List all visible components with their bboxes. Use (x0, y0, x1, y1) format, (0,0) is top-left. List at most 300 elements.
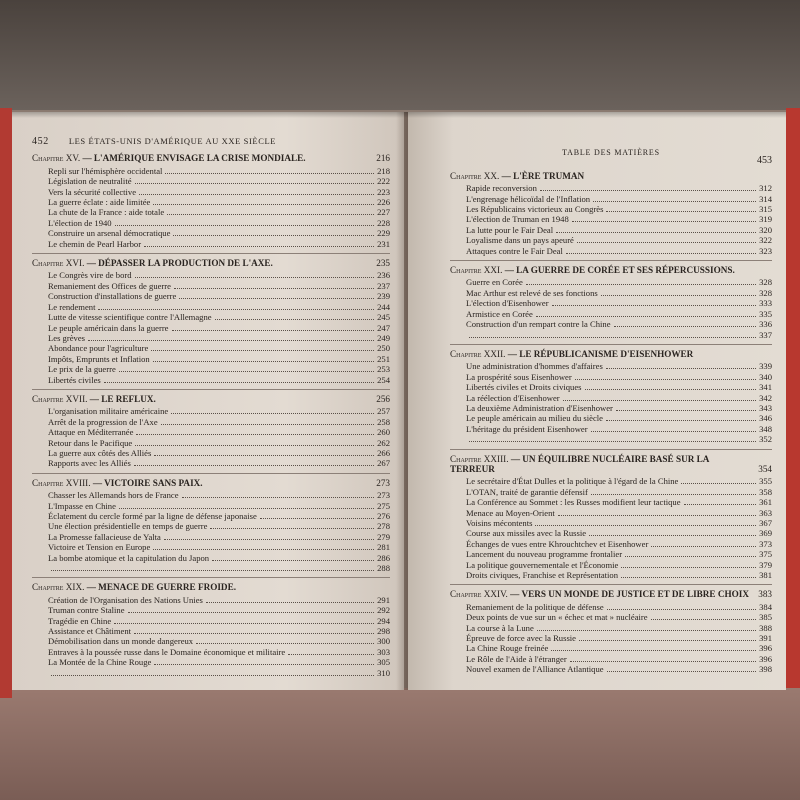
dot-leader (585, 389, 757, 390)
entry-title: Échanges de vues entre Khrouchtchev et Eisenhower (466, 538, 649, 549)
entry-title: Les grèves (48, 332, 85, 343)
entry-page: 229 (377, 228, 390, 239)
toc-entry (450, 214, 772, 224)
entry-page: 328 (759, 277, 772, 288)
chapter-heading (450, 349, 772, 359)
toc-entry (450, 246, 772, 256)
chapter-title: — VERS UN MONDE DE JUSTICE ET DE LIBRE CHOIX (510, 589, 749, 600)
entry-page: 237 (377, 280, 390, 291)
dot-leader (153, 204, 374, 205)
entry-title: Le peuple américain dans la guerre (48, 322, 169, 333)
dot-leader (552, 305, 757, 306)
entry-title: Voisins mécontents (466, 518, 533, 528)
chapter-list (32, 153, 390, 678)
toc-entry (32, 323, 390, 333)
entry-page: 384 (759, 601, 772, 612)
chapter-divider (450, 584, 772, 585)
toc-entry (450, 487, 772, 497)
toc-entry (32, 636, 390, 646)
dot-leader (579, 640, 756, 641)
entry-title: La chute de la France : aide totale (48, 207, 165, 218)
chapter-heading (450, 589, 772, 599)
background-top (0, 0, 800, 110)
entry-title: Attaques contre le Fair Deal (466, 245, 563, 256)
chapter-title: — LE RÉPUBLICANISME D'EISENHOWER (507, 348, 694, 359)
toc-entry (32, 616, 390, 626)
toc-entry (450, 654, 772, 664)
dot-leader (179, 298, 374, 299)
toc-entry (32, 657, 390, 667)
chapter-section (450, 265, 772, 340)
chapter-section (32, 153, 390, 249)
entry-title: Nouvel examen de l'Alliance Atlantique (466, 664, 604, 675)
entry-title: Assistance et Châtiment (48, 626, 132, 637)
book-cover-left (0, 108, 12, 698)
dot-leader (469, 337, 756, 338)
entry-page: 348 (759, 423, 772, 434)
chapter-heading-text (450, 349, 766, 359)
entry-title: L'OTAN, traité de garantie défensif (466, 486, 588, 497)
chapter-section (450, 349, 772, 445)
entry-title: La deuxième Administration d'Eisenhower (466, 402, 613, 413)
entry-title: La lutte pour le Fair Deal (466, 224, 554, 235)
entry-title: Repli sur l'hémisphère occidental (48, 165, 163, 176)
toc-entry (32, 595, 390, 605)
entry-page: 352 (759, 434, 772, 445)
entry-page: 239 (377, 291, 390, 302)
toc-entry (450, 298, 772, 308)
dot-leader (651, 546, 756, 547)
toc-entry (32, 626, 390, 636)
entry-page: 398 (759, 664, 772, 675)
chapter-label: Chapitre XVII. (32, 393, 88, 404)
dot-leader (606, 211, 756, 212)
chapter-divider (450, 260, 772, 261)
chapter-page: 354 (758, 463, 772, 474)
toc-entry (450, 277, 772, 287)
running-header (32, 136, 390, 147)
entry-page: 258 (377, 416, 390, 427)
chapter-label: Chapitre XX. (450, 170, 500, 181)
dot-leader (591, 431, 757, 432)
toc-entry (450, 413, 772, 423)
entry-page: 249 (377, 332, 390, 343)
chapter-heading (32, 153, 390, 163)
entry-title: L'élection de 1940 (48, 217, 112, 228)
entry-page: 340 (759, 371, 772, 382)
entry-page: 286 (377, 552, 390, 563)
dot-leader (591, 494, 756, 495)
entry-title: Éclatement du cercle formé par la ligne de défense japonaise (48, 511, 257, 521)
chapter-divider (32, 389, 390, 390)
toc-entry (32, 281, 390, 291)
dot-leader (119, 508, 374, 509)
dot-leader (593, 201, 756, 202)
dot-leader (51, 675, 374, 676)
entry-title: Les Républicains victorieux au Congrès (466, 204, 604, 215)
dot-leader (153, 549, 374, 550)
dot-leader (173, 235, 374, 236)
toc-entry (32, 197, 390, 207)
dot-leader (135, 277, 375, 278)
entry-title: Entraves à la poussée russe dans le Domaine économique et militaire (48, 646, 286, 657)
entry-page: 361 (759, 497, 772, 508)
dot-leader (172, 330, 375, 331)
dot-leader (537, 630, 756, 631)
entry-page: 315 (759, 204, 772, 215)
toc-entry (450, 664, 772, 674)
dot-leader (153, 361, 374, 362)
toc-entry (450, 330, 772, 340)
entry-page: 222 (377, 176, 390, 187)
entry-title: Attaque en Méditerranée (48, 427, 134, 438)
dot-leader (114, 623, 374, 624)
dot-leader (536, 316, 756, 317)
chapter-section (450, 589, 772, 674)
entry-page: 339 (759, 361, 772, 372)
entry-title: Le chemin de Pearl Harbor (48, 238, 142, 249)
toc-entry (32, 605, 390, 615)
chapter-label: Chapitre XXII. (450, 348, 506, 359)
entry-page: 381 (759, 570, 772, 581)
entry-page: 312 (759, 183, 772, 194)
toc-entry (450, 319, 772, 329)
dot-leader (167, 214, 374, 215)
dot-leader (115, 225, 375, 226)
entry-title: La Promesse fallacieuse de Yalta (48, 531, 161, 542)
chapter-section (32, 394, 390, 469)
right-page (408, 112, 786, 690)
entry-title: Guerre en Corée (466, 277, 523, 288)
chapter-page: 273 (376, 477, 390, 488)
toc-entry (450, 372, 772, 382)
chapter-section (32, 582, 390, 678)
toc-entry (32, 302, 390, 312)
toc-entry (450, 225, 772, 235)
entry-page: 303 (377, 646, 390, 657)
left-page (12, 112, 404, 690)
toc-entry (32, 166, 390, 176)
entry-title: La politique gouvernementale et l'Économie (466, 559, 619, 570)
dot-leader (151, 350, 374, 351)
entry-title: L'engrenage hélicoïdal de l'Inflation (466, 193, 591, 204)
toc-entry (450, 623, 772, 633)
entry-title: Rapports avec les Alliés (48, 458, 131, 469)
chapter-heading (450, 171, 772, 181)
entry-page: 375 (759, 549, 772, 560)
dot-leader (621, 577, 756, 578)
entry-title: La réélection d'Eisenhower (466, 392, 560, 403)
entry-title: Le Congrès vire de bord (48, 270, 132, 281)
chapter-title: — MENACE DE GUERRE FROIDE. (86, 582, 236, 593)
toc-entry (32, 532, 390, 542)
toc-entry (450, 539, 772, 549)
chapter-heading-text (32, 394, 370, 404)
entry-title: Une administration d'hommes d'affaires (466, 361, 603, 372)
entry-title: Rapide reconversion (466, 183, 537, 194)
dot-leader (572, 221, 756, 222)
entry-page: 231 (377, 238, 390, 249)
entry-title: La Conférence au Sommet : les Russes modifient leur tactique (466, 497, 681, 508)
chapter-page: 235 (376, 258, 390, 269)
entry-page: 276 (377, 511, 390, 521)
entry-page: 254 (377, 374, 390, 385)
chapter-heading (450, 454, 772, 475)
chapter-title: — L'ÈRE TRUMAN (501, 170, 585, 181)
chapter-label: Chapitre XV. (32, 153, 81, 164)
entry-title: Vers la sécurité collective (48, 186, 137, 197)
toc-entry (32, 270, 390, 280)
toc-entry (450, 434, 772, 444)
page-number: 452 (32, 136, 49, 147)
entry-title: Chasser les Allemands hors de France (48, 490, 179, 501)
entry-title: Victoire et Tension en Europe (48, 542, 151, 553)
dot-leader (104, 382, 374, 383)
entry-page: 358 (759, 486, 772, 497)
chapter-label: Chapitre XVIII. (32, 477, 91, 488)
chapter-divider (32, 577, 390, 578)
entry-title: La bombe atomique et la capitulation du Japon (48, 552, 210, 563)
chapter-label: Chapitre XXIII. (450, 453, 509, 464)
entry-title: Truman contre Staline (48, 605, 125, 616)
entry-page: 294 (377, 615, 390, 626)
chapter-divider (450, 449, 772, 450)
entry-page: 335 (759, 308, 772, 319)
entry-page: 396 (759, 643, 772, 654)
dot-leader (606, 368, 756, 369)
entry-title: La Montée de la Chine Rouge (48, 657, 152, 668)
toc-entry (32, 176, 390, 186)
entry-page: 328 (759, 287, 772, 298)
toc-entry (32, 490, 390, 500)
entry-title: Loyalisme dans un pays apeuré (466, 235, 574, 246)
entry-page: 323 (759, 245, 772, 256)
entry-title: Le secrétaire d'État Dulles et la politique à l'égard de la Chine (466, 476, 679, 487)
dot-leader (144, 246, 374, 247)
dot-leader (98, 309, 374, 310)
chapter-heading-text (32, 153, 370, 163)
dot-leader (575, 379, 756, 380)
toc-entry (32, 647, 390, 657)
entry-page: 343 (759, 402, 772, 413)
entry-page: 341 (759, 382, 772, 393)
entry-page: 251 (377, 353, 390, 364)
dot-leader (556, 232, 756, 233)
chapter-heading-text (32, 258, 370, 268)
toc-entry (32, 458, 390, 468)
entry-page: 292 (377, 605, 390, 616)
dot-leader (134, 633, 374, 634)
dot-leader (196, 643, 374, 644)
dot-leader (535, 525, 756, 526)
entry-page: 367 (759, 518, 772, 528)
dot-leader (119, 371, 374, 372)
entry-page: 267 (377, 458, 390, 469)
toc-entry (32, 511, 390, 521)
toc-entry (32, 364, 390, 374)
chapter-divider (32, 473, 390, 474)
entry-page: 346 (759, 413, 772, 424)
entry-title: Construction d'un rempart contre la Chine (466, 319, 611, 330)
entry-page: 336 (759, 319, 772, 330)
dot-leader (165, 173, 374, 174)
toc-entry (32, 553, 390, 563)
chapter-divider (450, 344, 772, 345)
chapter-heading (32, 394, 390, 404)
toc-entry (450, 518, 772, 528)
chapter-label: Chapitre XVI. (32, 258, 85, 269)
toc-entry (32, 218, 390, 228)
chapter-title: — UN ÉQUILIBRE NUCLÉAIRE BASÉ SUR LA TERREUR (450, 453, 709, 474)
entry-page: 262 (377, 437, 390, 448)
entry-page: 257 (377, 406, 390, 417)
chapter-list (450, 171, 772, 675)
toc-entry (32, 291, 390, 301)
toc-entry (32, 406, 390, 416)
chapter-section (450, 171, 772, 256)
entry-title: Impôts, Emprunts et Inflation (48, 353, 150, 364)
dot-leader (135, 445, 374, 446)
table-surface (0, 688, 800, 800)
dot-leader (215, 319, 375, 320)
dot-leader (614, 326, 757, 327)
dot-leader (135, 183, 375, 184)
entry-page: 333 (759, 298, 772, 309)
dot-leader (136, 434, 374, 435)
entry-title: La course à la Lune (466, 622, 534, 633)
running-title: TABLE DES MATIÈRES (562, 148, 660, 157)
entry-page: 369 (759, 528, 772, 539)
entry-title: Le rendement (48, 301, 96, 312)
entry-title: Tragédie en Chine (48, 615, 112, 626)
chapter-divider (32, 253, 390, 254)
dot-leader (558, 515, 756, 516)
toc-entry (450, 194, 772, 204)
entry-title: Remaniement des Offices de guerre (48, 280, 171, 291)
toc-entry (450, 393, 772, 403)
dot-leader (51, 570, 374, 571)
chapter-heading-text (450, 589, 752, 599)
entry-page: 291 (377, 594, 390, 605)
entry-page: 319 (759, 214, 772, 225)
entry-page: 250 (377, 343, 390, 354)
entry-page: 322 (759, 235, 772, 246)
chapter-title: — LE REFLUX. (89, 393, 156, 404)
entry-title: Abondance pour l'agriculture (48, 343, 149, 354)
toc-entry (32, 501, 390, 511)
toc-entry (32, 228, 390, 238)
chapter-title: — L'AMÉRIQUE ENVISAGE LA CRISE MONDIALE. (82, 153, 306, 164)
entry-title: La prospérité sous Eisenhower (466, 371, 572, 382)
dot-leader (563, 400, 756, 401)
dot-leader (616, 410, 756, 411)
chapter-title: — VICTOIRE SANS PAIX. (92, 477, 203, 488)
entry-title: L'héritage du président Eisenhower (466, 423, 588, 434)
dot-leader (134, 465, 374, 466)
chapter-label: Chapitre XXI. (450, 265, 503, 276)
dot-leader (164, 539, 374, 540)
entry-page: 320 (759, 224, 772, 235)
dot-leader (526, 284, 756, 285)
entry-page: 314 (759, 193, 772, 204)
entry-page: 379 (759, 559, 772, 570)
entry-title: Remaniement de la politique de défense (466, 601, 604, 612)
dot-leader (139, 194, 374, 195)
toc-entry (450, 508, 772, 518)
toc-entry (450, 612, 772, 622)
chapter-label: Chapitre XXIV. (450, 589, 508, 600)
entry-title: Construction d'installations de guerre (48, 291, 177, 302)
entry-page: 310 (377, 667, 390, 678)
dot-leader (577, 242, 756, 243)
toc-entry (32, 542, 390, 552)
entry-title: La guerre aux côtés des Alliés (48, 447, 152, 458)
entry-page: 266 (377, 447, 390, 458)
chapter-heading (32, 582, 390, 592)
dot-leader (154, 664, 374, 665)
chapter-heading-text (450, 171, 766, 181)
chapter-section (32, 478, 390, 574)
entry-page: 396 (759, 653, 772, 664)
dot-leader (161, 424, 374, 425)
entry-title: Création de l'Organisation des Nations Unies (48, 594, 203, 605)
entry-title: Libertés civiles et Droits civiques (466, 382, 582, 393)
chapter-heading-text (450, 454, 752, 475)
toc-entry (450, 497, 772, 507)
dot-leader (651, 619, 757, 620)
entry-page: 226 (377, 197, 390, 208)
entry-title: Mac Arthur est relevé de ses fonctions (466, 287, 598, 298)
dot-leader (212, 560, 374, 561)
entry-page: 373 (759, 538, 772, 549)
entry-page: 273 (377, 490, 390, 501)
dot-leader (566, 253, 756, 254)
entry-page: 337 (759, 329, 772, 340)
entry-title: Le peuple américain au milieu du siècle (466, 413, 603, 424)
dot-leader (589, 535, 756, 536)
entry-title: Course aux missiles avec la Russie (466, 528, 587, 539)
entry-title: Construire un arsenal démocratique (48, 228, 171, 239)
entry-title: Le Rôle de l'Aide à l'étranger (466, 653, 567, 664)
entry-title: La Chine Rouge freinée (466, 643, 549, 654)
toc-entry (450, 476, 772, 486)
toc-entry (450, 633, 772, 643)
dot-leader (607, 609, 756, 610)
entry-page: 305 (377, 657, 390, 668)
entry-title: La guerre éclate : aide limitée (48, 197, 151, 208)
running-title: LES ÉTATS-UNIS D'AMÉRIQUE AU XXE SIÈCLE (68, 136, 277, 146)
toc-entry (32, 448, 390, 458)
toc-entry (32, 375, 390, 385)
entry-page: 247 (377, 322, 390, 333)
toc-entry (32, 343, 390, 353)
page-shadow (12, 112, 786, 118)
entry-page: 279 (377, 531, 390, 542)
entry-title: Législation de neutralité (48, 176, 132, 187)
dot-leader (551, 650, 756, 651)
entry-title: Démobilisation dans un monde dangereux (48, 636, 194, 647)
toc-entry (450, 204, 772, 214)
toc-entry (32, 239, 390, 249)
entry-title: Libertés civiles (48, 374, 101, 385)
chapter-page: 383 (758, 589, 772, 600)
toc-entry (450, 288, 772, 298)
toc-entry (32, 438, 390, 448)
toc-entry (450, 183, 772, 193)
chapter-heading (32, 258, 390, 268)
chapter-heading (450, 265, 772, 275)
entry-page: 228 (377, 217, 390, 228)
